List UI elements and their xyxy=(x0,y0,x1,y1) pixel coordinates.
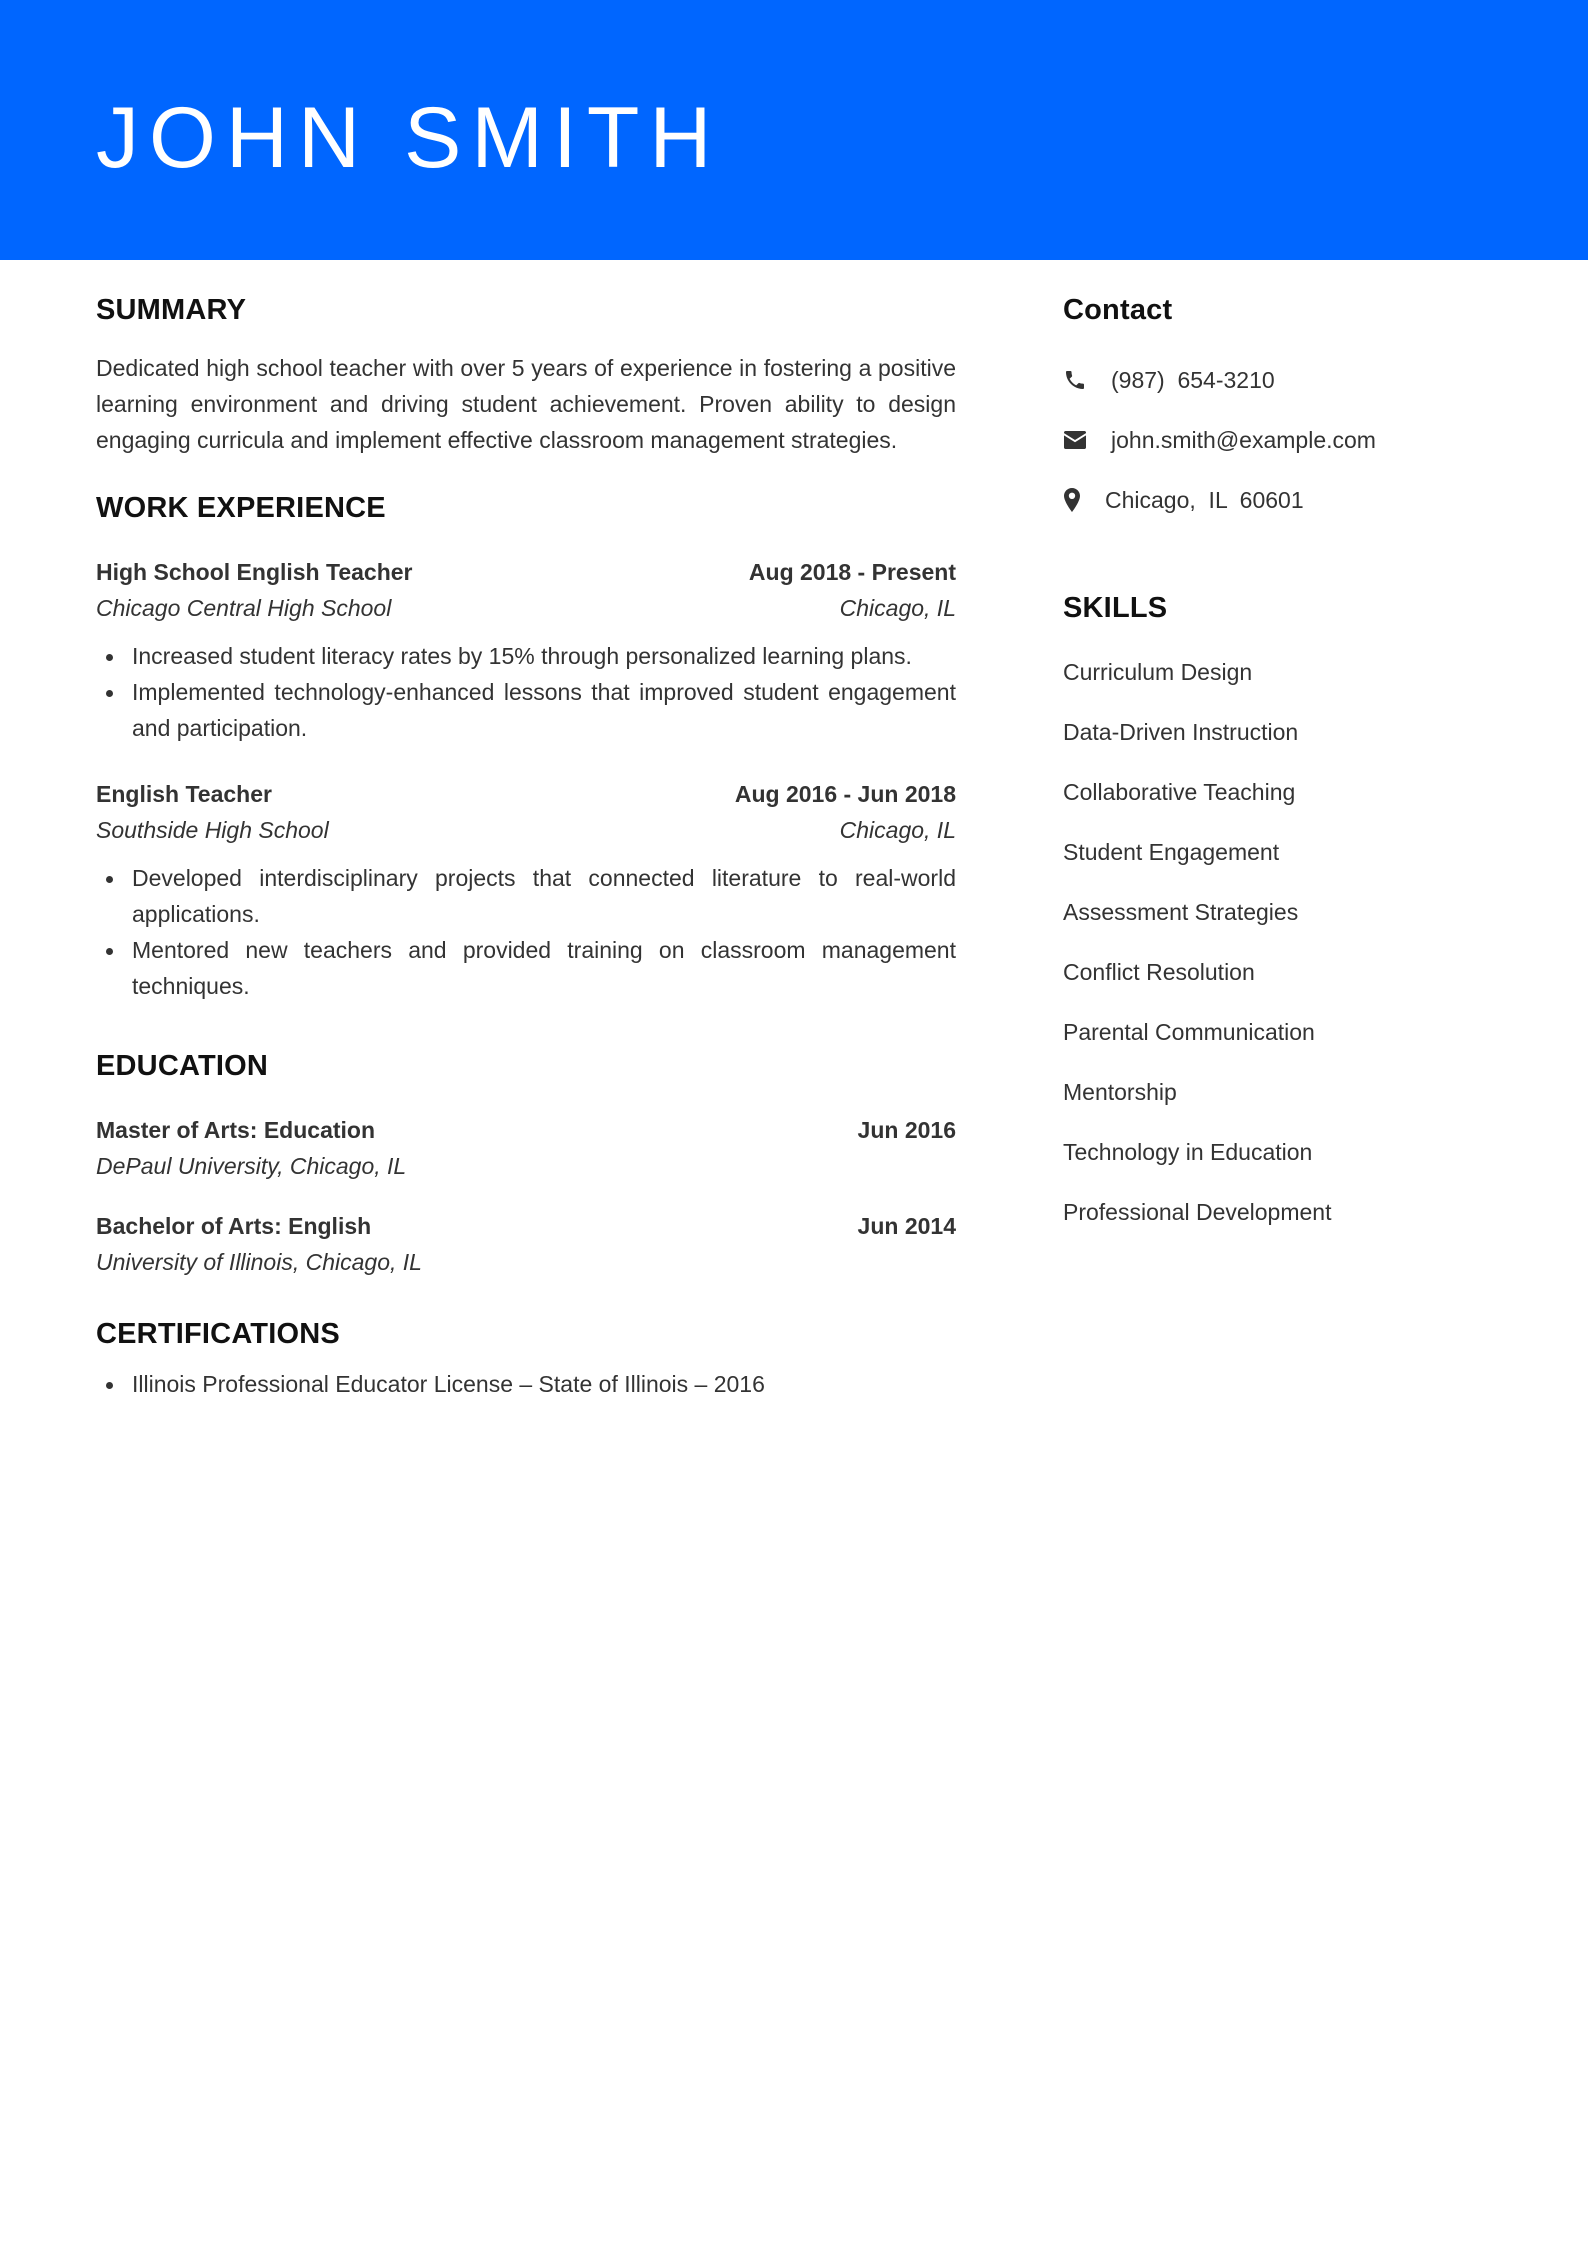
contact-list xyxy=(1063,350,1523,530)
sidebar-column xyxy=(1063,290,1523,1242)
graduation-date: Jun 2014 xyxy=(857,1213,956,1239)
header-banner xyxy=(0,0,1588,260)
education-entry xyxy=(96,1112,956,1184)
envelope-icon xyxy=(1063,426,1091,454)
candidate-name: JOHN SMITH xyxy=(96,90,722,186)
contact-email-text[interactable]: john.smith@example.com xyxy=(1111,426,1376,453)
skill-item: Collaborative Teaching xyxy=(1063,779,1296,805)
phone-icon xyxy=(1063,366,1091,394)
skill-item: Curriculum Design xyxy=(1063,659,1253,685)
job-role: English Teacher xyxy=(96,781,272,807)
skill-item: Conflict Resolution xyxy=(1063,959,1255,985)
job-entry xyxy=(96,554,956,746)
degree: Bachelor of Arts: English xyxy=(96,1213,372,1239)
skills-list xyxy=(1063,642,1523,1242)
summary-heading: SUMMARY xyxy=(96,294,247,326)
skill-item: Technology in Education xyxy=(1063,1139,1313,1165)
education-entry xyxy=(96,1208,956,1280)
certifications-heading: CERTIFICATIONS xyxy=(96,1318,340,1350)
education-heading: EDUCATION xyxy=(96,1050,269,1082)
contact-heading: Contact xyxy=(1063,294,1173,326)
job-location: Chicago, IL xyxy=(839,817,956,843)
job-bullet: Implemented technology-enhanced lessons that improved student engagement and participation. xyxy=(96,674,956,746)
job-entry xyxy=(96,776,956,1004)
skill-item: Parental Communication xyxy=(1063,1019,1315,1045)
contact-phone xyxy=(1063,350,1523,410)
job-dates: Aug 2016 - Jun 2018 xyxy=(734,781,956,807)
contact-address-text: Chicago, IL 60601 xyxy=(1105,486,1304,513)
map-marker-icon xyxy=(1063,486,1085,514)
job-employer: Chicago Central High School xyxy=(96,595,392,621)
certification-list xyxy=(96,1366,956,1402)
job-employer: Southside High School xyxy=(96,817,329,843)
graduation-date: Jun 2016 xyxy=(857,1117,956,1143)
job-bullet: Mentored new teachers and provided training on classroom management techniques. xyxy=(96,932,956,1004)
job-location: Chicago, IL xyxy=(839,595,956,621)
degree: Master of Arts: Education xyxy=(96,1117,376,1143)
job-bullet: Developed interdisciplinary projects that connected literature to real-world applications. xyxy=(96,860,956,932)
job-bullets xyxy=(96,860,956,1004)
job-dates: Aug 2018 - Present xyxy=(748,559,956,585)
skill-item: Assessment Strategies xyxy=(1063,899,1299,925)
job-bullet: Increased student literacy rates by 15% through personalized learning plans. xyxy=(96,638,956,674)
skill-item: Professional Development xyxy=(1063,1199,1332,1225)
school: University of Illinois, Chicago, IL xyxy=(96,1249,422,1275)
contact-address xyxy=(1063,470,1523,530)
job-bullets xyxy=(96,638,956,746)
contact-phone-text[interactable]: (987) 654-3210 xyxy=(1111,366,1275,393)
skills-heading: SKILLS xyxy=(1063,592,1168,624)
summary-text: Dedicated high school teacher with over 5 years of experience in fostering a positive learning environment and driving student achievement. Proven ability to design engaging curricula and implement effective classroom management strategies. xyxy=(96,355,956,453)
main-column xyxy=(96,290,956,1402)
job-role: High School English Teacher xyxy=(96,559,413,585)
school: DePaul University, Chicago, IL xyxy=(96,1153,407,1179)
skill-item: Mentorship xyxy=(1063,1079,1177,1105)
skill-item: Student Engagement xyxy=(1063,839,1280,865)
contact-email xyxy=(1063,410,1523,470)
work-experience-heading: WORK EXPERIENCE xyxy=(96,492,386,524)
certification-item: Illinois Professional Educator License – State of Illinois – 2016 xyxy=(96,1366,956,1402)
skill-item: Data-Driven Instruction xyxy=(1063,719,1299,745)
